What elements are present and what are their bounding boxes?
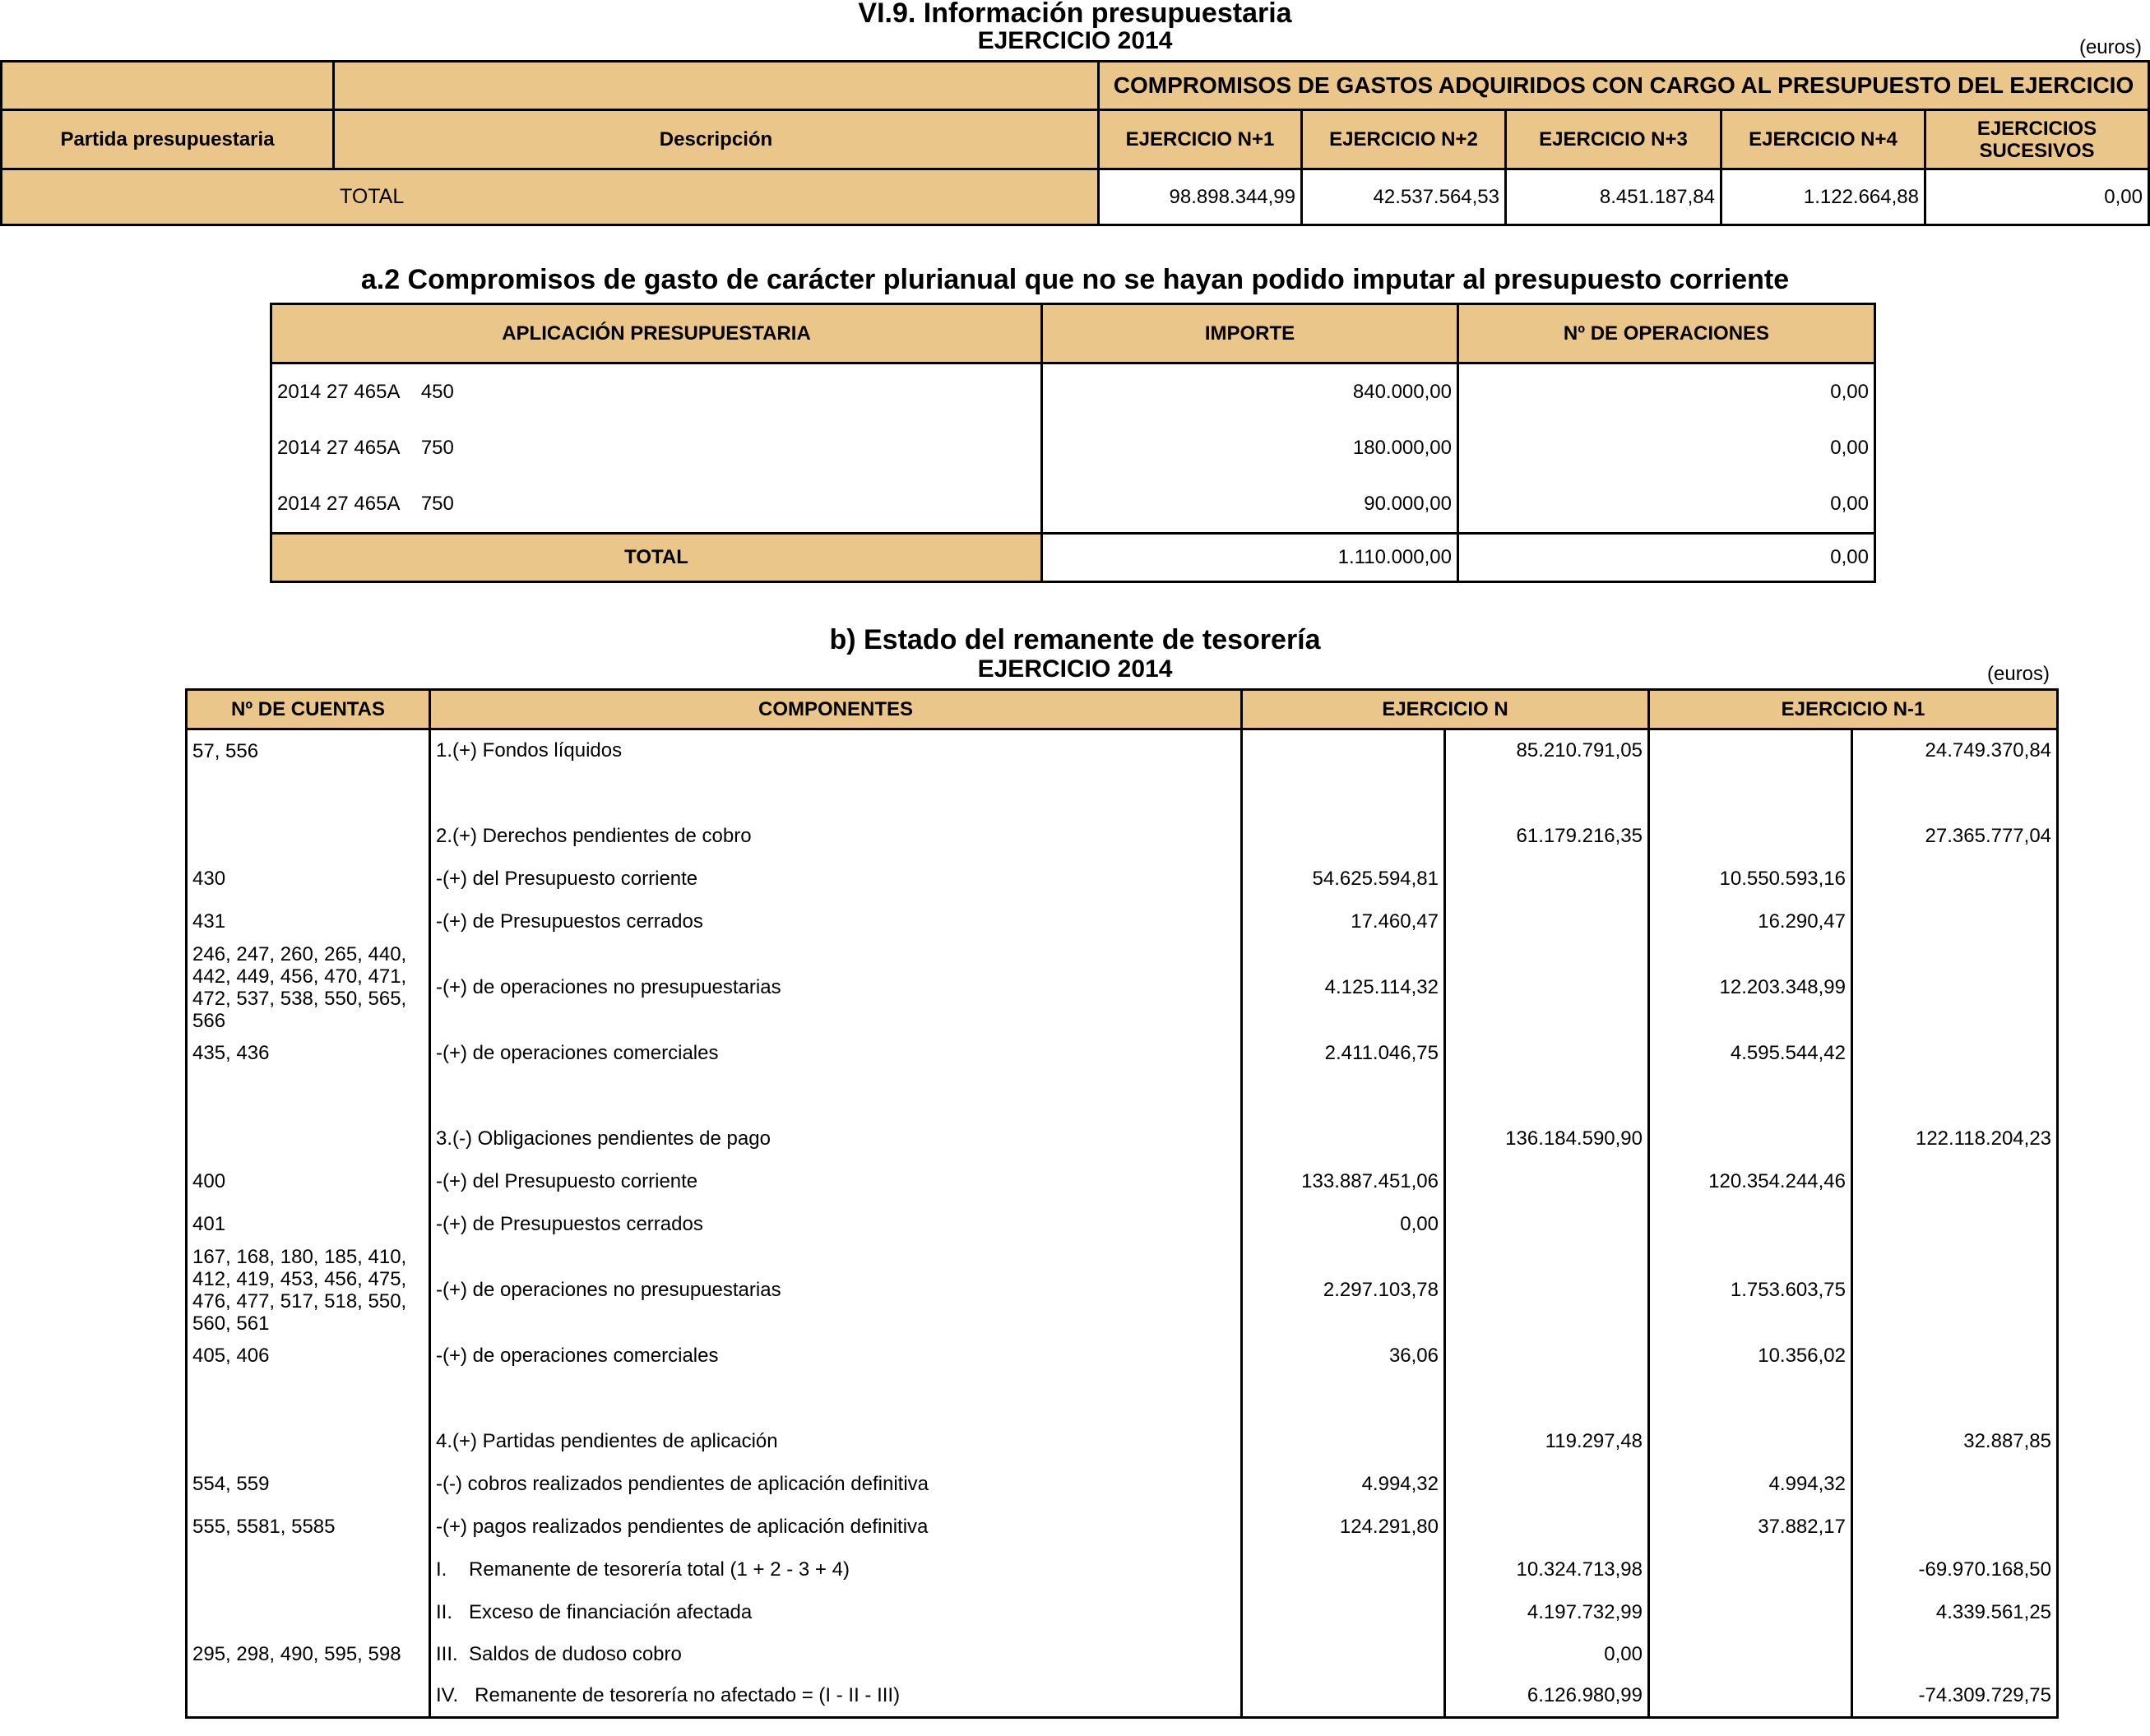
ejercicio-n1-total-cell (1852, 1075, 2058, 1118)
ejercicio-n1-total-cell (1852, 1463, 2058, 1506)
table-row (187, 1032, 2058, 1075)
column-header-importe: IMPORTE (1042, 304, 1458, 363)
importe-cell: 180.000,00 (1042, 420, 1458, 477)
ejercicio-n1-total-cell (1852, 1335, 2058, 1377)
operaciones-cell: 0,00 (1458, 420, 1875, 477)
section-b-unit: (euros) (1987, 663, 2050, 685)
table-row (187, 1634, 2058, 1675)
page-subtitle: EJERCICIO 2014 (977, 27, 1173, 54)
total-n4: 1.122.664,88 (1721, 169, 1925, 225)
ejercicio-n1-total-cell: 32.887,85 (1852, 1420, 2058, 1463)
ejercicio-n-total-cell (1445, 1203, 1649, 1246)
ejercicio-n-detail-cell: 54.625.594,81 (1242, 858, 1445, 900)
ejercicio-n1-detail-cell (1649, 729, 1852, 772)
table-row (187, 1246, 2058, 1335)
ejercicio-n-detail-cell: 133.887.451,06 (1242, 1160, 1445, 1203)
ejercicio-n-total-cell: 119.297,48 (1445, 1420, 1649, 1463)
ejercicio-n1-detail-cell (1649, 1591, 1852, 1634)
remanente-table (185, 688, 2059, 1719)
componente-cell: -(-) cobros realizados pendientes de aplicación definitiva (430, 1463, 1242, 1506)
column-header-n4: EJERCICIO N+4 (1721, 110, 1925, 169)
ejercicio-n1-total-cell: 27.365.777,04 (1852, 815, 2058, 858)
cuentas-cell: 431 (187, 900, 430, 943)
operaciones-cell: 0,00 (1458, 363, 1875, 420)
ejercicio-n1-detail-cell (1649, 1118, 1852, 1160)
ejercicio-n1-detail-cell (1649, 1549, 1852, 1591)
cuentas-cell: 430 (187, 858, 430, 900)
column-header-n2: EJERCICIO N+2 (1302, 110, 1506, 169)
column-header-aplicacion: APLICACIÓN PRESUPUESTARIA (271, 304, 1042, 363)
cuentas-cell: 295, 298, 490, 595, 598 (187, 1634, 430, 1675)
cuentas-cell: 400 (187, 1160, 430, 1203)
ejercicio-n-detail-cell (1242, 729, 1445, 772)
ejercicio-n-detail-cell: 4.994,32 (1242, 1463, 1445, 1506)
table-row (271, 363, 1875, 420)
a2-total-importe: 1.110.000,00 (1042, 534, 1458, 582)
cuentas-cell: 435, 436 (187, 1032, 430, 1075)
componente-cell: -(+) pagos realizados pendientes de aplicación definitiva (430, 1506, 1242, 1549)
ejercicio-n-detail-cell (1242, 1420, 1445, 1463)
componente-cell: -(+) de Presupuestos cerrados (430, 1203, 1242, 1246)
componente-cell: 4.(+) Partidas pendientes de aplicación (430, 1420, 1242, 1463)
ejercicio-n-total-cell (1445, 1506, 1649, 1549)
cuentas-cell: 405, 406 (187, 1335, 430, 1377)
ejercicio-n-total-cell (1445, 1335, 1649, 1377)
table-row (271, 420, 1875, 477)
total-row (271, 534, 1875, 582)
table-row (187, 1675, 2058, 1718)
ejercicio-n1-detail-cell (1649, 1203, 1852, 1246)
ejercicio-n1-detail-cell: 4.595.544,42 (1649, 1032, 1852, 1075)
ejercicio-n1-total-cell (1852, 943, 2058, 1032)
ejercicio-n-detail-cell (1242, 1549, 1445, 1591)
column-header-partida: Partida presupuestaria (2, 110, 334, 169)
column-header-cuentas: Nº DE CUENTAS (187, 690, 430, 729)
table-row (187, 1203, 2058, 1246)
total-n3: 8.451.187,84 (1506, 169, 1721, 225)
ejercicio-n-detail-cell (1242, 1377, 1445, 1420)
componente-cell: -(+) de operaciones comerciales (430, 1032, 1242, 1075)
cuentas-cell (187, 772, 430, 815)
ejercicio-n1-total-cell (1852, 1160, 2058, 1203)
ejercicio-n-total-cell (1445, 1463, 1649, 1506)
column-header-n3: EJERCICIO N+3 (1506, 110, 1721, 169)
ejercicio-n-detail-cell: 17.460,47 (1242, 900, 1445, 943)
ejercicio-n1-total-cell (1852, 1032, 2058, 1075)
ejercicio-n1-total-cell (1852, 1634, 2058, 1675)
a2-table (270, 303, 1876, 583)
componente-cell (430, 1075, 1242, 1118)
ejercicio-n1-detail-cell (1649, 1075, 1852, 1118)
ejercicio-n-total-cell: 136.184.590,90 (1445, 1118, 1649, 1160)
table-row (187, 1377, 2058, 1420)
table-row (187, 858, 2058, 900)
ejercicio-n-total-cell (1445, 1160, 1649, 1203)
cuentas-cell (187, 1377, 430, 1420)
ejercicio-n1-total-cell: 4.339.561,25 (1852, 1591, 2058, 1634)
ejercicio-n1-total-cell (1852, 858, 2058, 900)
ejercicio-n-total-cell: 6.126.980,99 (1445, 1675, 1649, 1718)
table-row (187, 943, 2058, 1032)
section-b-title: b) Estado del remanente de tesorería (829, 624, 1321, 655)
ejercicio-n1-total-cell (1852, 1506, 2058, 1549)
total-label: TOTAL (2, 169, 1099, 225)
cuentas-cell: 554, 559 (187, 1463, 430, 1506)
ejercicio-n1-detail-cell (1649, 1634, 1852, 1675)
ejercicio-n1-total-cell (1852, 772, 2058, 815)
componente-cell (430, 1377, 1242, 1420)
ejercicio-n-total-cell (1445, 772, 1649, 815)
ejercicio-n1-total-cell: -69.970.168,50 (1852, 1549, 2058, 1591)
table-row (187, 1335, 2058, 1377)
ejercicio-n-total-cell (1445, 943, 1649, 1032)
cuentas-cell (187, 1675, 430, 1718)
table-row (271, 477, 1875, 534)
cuentas-cell: 57, 556 (187, 729, 430, 772)
importe-cell: 90.000,00 (1042, 477, 1458, 534)
componente-cell (430, 772, 1242, 815)
ejercicio-n1-detail-cell (1649, 815, 1852, 858)
cuentas-cell (187, 1118, 430, 1160)
componente-cell: -(+) del Presupuesto corriente (430, 1160, 1242, 1203)
ejercicio-n1-detail-cell: 12.203.348,99 (1649, 943, 1852, 1032)
table-row (187, 729, 2058, 772)
ejercicio-n1-detail-cell: 37.882,17 (1649, 1506, 1852, 1549)
cuentas-cell (187, 1549, 430, 1591)
aplicacion-cell: 2014 27 465A 750 (271, 477, 1042, 534)
table-row (187, 1591, 2058, 1634)
componente-cell: IV. Remanente de tesorería no afectado = (I - II - III) (430, 1675, 1242, 1718)
ejercicio-n1-detail-cell (1649, 1675, 1852, 1718)
section-b-subtitle: EJERCICIO 2014 (977, 655, 1173, 683)
ejercicio-n1-detail-cell: 16.290,47 (1649, 900, 1852, 943)
table-row (187, 772, 2058, 815)
ejercicio-n-total-cell (1445, 1032, 1649, 1075)
column-header-operaciones: Nº DE OPERACIONES (1458, 304, 1875, 363)
ejercicio-n-detail-cell: 36,06 (1242, 1335, 1445, 1377)
ejercicio-n1-detail-cell (1649, 1420, 1852, 1463)
componente-cell: 3.(-) Obligaciones pendientes de pago (430, 1118, 1242, 1160)
ejercicio-n-detail-cell (1242, 1591, 1445, 1634)
column-header-ejercicio-n: EJERCICIO N (1242, 690, 1649, 729)
ejercicio-n1-total-cell: 122.118.204,23 (1852, 1118, 2058, 1160)
ejercicio-n-total-cell: 4.197.732,99 (1445, 1591, 1649, 1634)
table-row (187, 1420, 2058, 1463)
header-blank-cell (2, 62, 334, 110)
ejercicio-n1-total-cell: 24.749.370,84 (1852, 729, 2058, 772)
total-n1: 98.898.344,99 (1099, 169, 1302, 225)
table-row (187, 1463, 2058, 1506)
ejercicio-n-detail-cell (1242, 1075, 1445, 1118)
column-header-componentes: COMPONENTES (430, 690, 1242, 729)
table-row (187, 815, 2058, 858)
cuentas-cell (187, 815, 430, 858)
importe-cell: 840.000,00 (1042, 363, 1458, 420)
cuentas-cell (187, 1420, 430, 1463)
column-header-n1: EJERCICIO N+1 (1099, 110, 1302, 169)
column-header-descripcion: Descripción (334, 110, 1099, 169)
ejercicio-n-total-cell (1445, 1377, 1649, 1420)
ejercicio-n-total-cell: 61.179.216,35 (1445, 815, 1649, 858)
ejercicio-n-detail-cell (1242, 1118, 1445, 1160)
cuentas-cell (187, 1075, 430, 1118)
total-n2: 42.537.564,53 (1302, 169, 1506, 225)
ejercicio-n1-detail-cell: 4.994,32 (1649, 1463, 1852, 1506)
ejercicio-n-total-cell: 10.324.713,98 (1445, 1549, 1649, 1591)
section-a2-title: a.2 Compromisos de gasto de carácter plurianual que no se hayan podido imputar al presupuesto corriente (360, 264, 1790, 295)
ejercicio-n-detail-cell (1242, 772, 1445, 815)
componente-cell: 2.(+) Derechos pendientes de cobro (430, 815, 1242, 858)
ejercicio-n-detail-cell: 2.297.103,78 (1242, 1246, 1445, 1335)
ejercicio-n-detail-cell (1242, 1675, 1445, 1718)
column-header-ejercicio-n1: EJERCICIO N-1 (1649, 690, 2058, 729)
ejercicio-n-detail-cell (1242, 1634, 1445, 1675)
table-row (187, 1118, 2058, 1160)
a2-total-label: TOTAL (271, 534, 1042, 582)
ejercicio-n-detail-cell: 124.291,80 (1242, 1506, 1445, 1549)
compromisos-table (0, 60, 2150, 226)
ejercicio-n-total-cell (1445, 1075, 1649, 1118)
column-header-sucesivos: EJERCICIOS SUCESIVOS (1925, 110, 2149, 169)
componente-cell: II. Exceso de financiación afectada (430, 1591, 1242, 1634)
operaciones-cell: 0,00 (1458, 477, 1875, 534)
ejercicio-n-total-cell (1445, 858, 1649, 900)
cuentas-cell (187, 1591, 430, 1634)
ejercicio-n1-detail-cell (1649, 1377, 1852, 1420)
componente-cell: 1.(+) Fondos líquidos (430, 729, 1242, 772)
ejercicio-n1-total-cell (1852, 1377, 2058, 1420)
aplicacion-cell: 2014 27 465A 750 (271, 420, 1042, 477)
table-row (187, 1506, 2058, 1549)
compromisos-group-header: COMPROMISOS DE GASTOS ADQUIRIDOS CON CARGO AL PRESUPUESTO DEL EJERCICIO (1099, 62, 2149, 110)
ejercicio-n1-total-cell (1852, 1246, 2058, 1335)
ejercicio-n-detail-cell: 2.411.046,75 (1242, 1032, 1445, 1075)
ejercicio-n-total-cell: 85.210.791,05 (1445, 729, 1649, 772)
componente-cell: -(+) del Presupuesto corriente (430, 858, 1242, 900)
aplicacion-cell: 2014 27 465A 450 (271, 363, 1042, 420)
cuentas-cell: 167, 168, 180, 185, 410, 412, 419, 453, 456, 475, 476, 477, 517, 518, 550, 560, 561 (187, 1246, 430, 1335)
unit-label: (euros) (2078, 36, 2142, 58)
table-row (187, 1160, 2058, 1203)
componente-cell: -(+) de operaciones no presupuestarias (430, 943, 1242, 1032)
componente-cell: -(+) de operaciones no presupuestarias (430, 1246, 1242, 1335)
total-sucesivos: 0,00 (1925, 169, 2149, 225)
componente-cell: -(+) de Presupuestos cerrados (430, 900, 1242, 943)
table-row (187, 900, 2058, 943)
ejercicio-n-detail-cell (1242, 815, 1445, 858)
cuentas-cell: 555, 5581, 5585 (187, 1506, 430, 1549)
ejercicio-n1-total-cell: -74.309.729,75 (1852, 1675, 2058, 1718)
ejercicio-n1-detail-cell: 10.356,02 (1649, 1335, 1852, 1377)
ejercicio-n1-total-cell (1852, 900, 2058, 943)
ejercicio-n-total-cell (1445, 900, 1649, 943)
ejercicio-n1-detail-cell: 120.354.244,46 (1649, 1160, 1852, 1203)
a2-total-operaciones: 0,00 (1458, 534, 1875, 582)
cuentas-cell: 246, 247, 260, 265, 440, 442, 449, 456, 470, 471, 472, 537, 538, 550, 565, 566 (187, 943, 430, 1032)
ejercicio-n-detail-cell: 4.125.114,32 (1242, 943, 1445, 1032)
table-row (187, 1075, 2058, 1118)
componente-cell: III. Saldos de dudoso cobro (430, 1634, 1242, 1675)
ejercicio-n-total-cell (1445, 1246, 1649, 1335)
ejercicio-n-detail-cell: 0,00 (1242, 1203, 1445, 1246)
header-blank-cell (334, 62, 1099, 110)
ejercicio-n1-total-cell (1852, 1203, 2058, 1246)
ejercicio-n1-detail-cell (1649, 772, 1852, 815)
ejercicio-n1-detail-cell: 1.753.603,75 (1649, 1246, 1852, 1335)
ejercicio-n-total-cell: 0,00 (1445, 1634, 1649, 1675)
componente-cell: I. Remanente de tesorería total (1 + 2 - 3 + 4) (430, 1549, 1242, 1591)
componente-cell: -(+) de operaciones comerciales (430, 1335, 1242, 1377)
ejercicio-n1-detail-cell: 10.550.593,16 (1649, 858, 1852, 900)
table-row (187, 1549, 2058, 1591)
cuentas-cell: 401 (187, 1203, 430, 1246)
page-title: VI.9. Información presupuestaria (858, 0, 1292, 29)
